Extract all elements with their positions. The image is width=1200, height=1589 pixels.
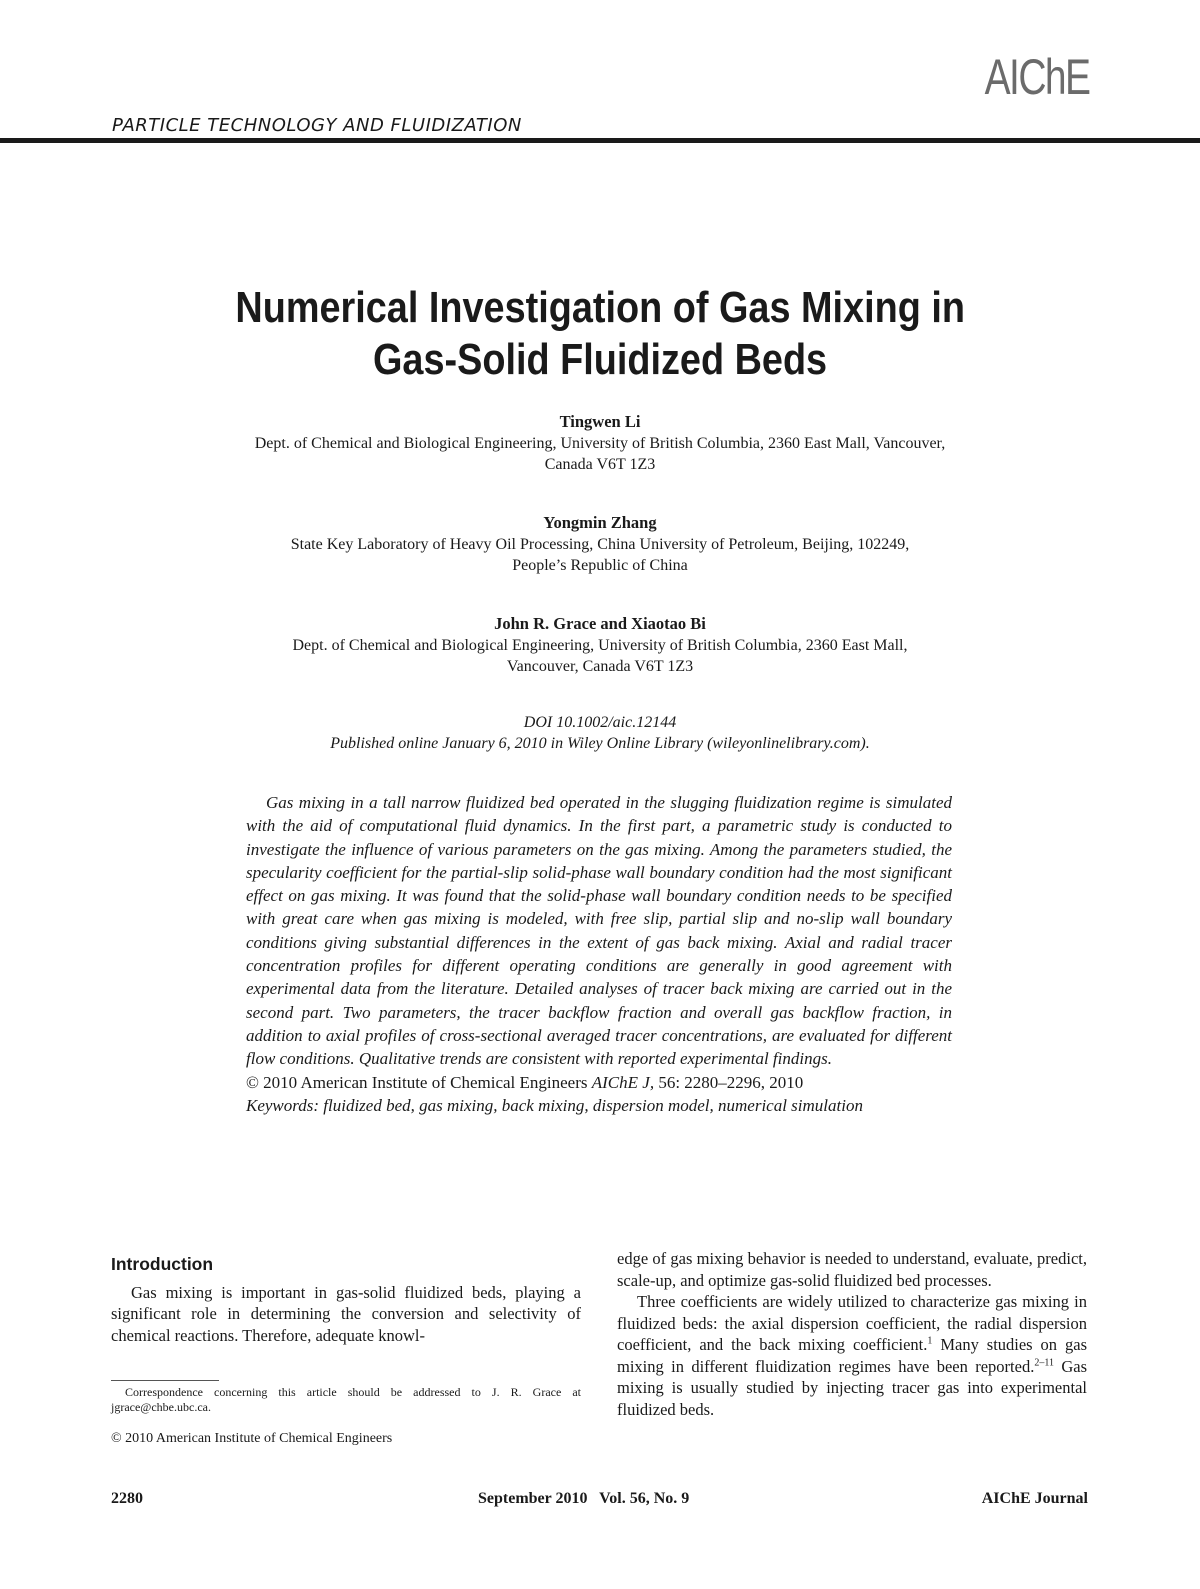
author-affiliation: State Key Laboratory of Heavy Oil Processing, China University of Petroleum, Beijing, 102249, — [290, 536, 910, 553]
intro-paragraph-continued: edge of gas mixing behavior is needed to understand, evaluate, predict, scale-up, and optimize gas-solid fluidized bed processes. — [617, 1249, 1087, 1290]
title-line-2: Gas-Solid Fluidized Beds — [372, 335, 828, 384]
article-title — [0, 282, 1200, 386]
journal-name: AIChE Journal — [981, 1490, 1088, 1507]
page-number: 2280 — [111, 1490, 143, 1507]
left-column — [111, 1254, 581, 1346]
intro-paragraph: Gas mixing is important in gas-solid fluidized beds, playing a significant role in determining the conversion and selectivity of chemical reactions. Therefore, adequate knowl- — [111, 1282, 581, 1345]
title-line-1: Numerical Investigation of Gas Mixing in — [235, 283, 965, 332]
author-affiliation: People’s Republic of China — [512, 557, 688, 574]
citation-superscript: 2–11 — [1034, 1357, 1054, 1368]
abstract — [246, 791, 952, 1117]
author-name: John R. Grace and Xiaotao Bi — [494, 614, 706, 633]
author-affiliation: Dept. of Chemical and Biological Engineering, University of British Columbia, 2360 East Mall, Vancouver, — [254, 435, 946, 452]
publication-info — [0, 712, 1200, 754]
author-name: Tingwen Li — [559, 412, 641, 431]
footnote-copyright: © 2010 American Institute of Chemical Engineers — [111, 1431, 393, 1446]
right-column — [617, 1248, 1087, 1420]
keywords: Keywords: fluidized bed, gas mixing, back mixing, dispersion model, numerical simulation — [246, 1095, 863, 1115]
citation-superscript: 1 — [927, 1335, 933, 1347]
abstract-text: Gas mixing in a tall narrow fluidized bed operated in the slugging fluidization regime is simulated with the aid of computational fluid dynamics. In the first part, a parametric study is conducted to investigate the influence of various parameters on the gas mixing. Among the parameters studied, the specularity coefficient for the partial-slip solid-phase wall boundary condition had the most significant effect on gas mixing. It was found that the solid-phase wall boundary condition needs to be specified with great care when gas mixing is modeled, with free slip, partial slip and no-slip wall boundary conditions giving substantial differences in the extent of gas back mixing. Axial and radial tracer concentration profiles for different operating conditions are generally in good agreement with experimental data from the literature. Detailed analyses of tracer back mixing are carried out in the second part. Two parameters, the tracer backflow fraction and overall gas backflow fraction, in addition to axial profiles of cross-sectional averaged tracer concentrations, are evaluated for different flow conditions. Qualitative trends are consistent with reported experimental findings. — [246, 793, 952, 1069]
author-affiliation: Dept. of Chemical and Biological Engineering, University of British Columbia, 2360 East Mall, — [292, 637, 908, 654]
author-affiliation: Canada V6T 1Z3 — [544, 456, 656, 473]
author-block-1 — [0, 411, 1200, 475]
author-block-3 — [0, 613, 1200, 677]
section-label: PARTICLE TECHNOLOGY AND FLUIDIZATION — [112, 115, 522, 136]
issue-info: September 2010 Vol. 56, No. 9 — [478, 1490, 690, 1507]
intro-paragraph-2: Three coefficients are widely utilized to characterize gas mixing in fluidized beds: the axial dispersion coefficient, the radial dispersion coefficient, and the back mixing coefficient.$^1$ Many studies on gas mixing in different fluidization regimes have been reported.$^{2-11}$ Gas mixing is usually studied by injecting tracer gas into experimental fluidized beds. — [617, 1292, 1088, 1419]
correspondence-footnote: Correspondence concerning this article should be addressed to J. R. Grace at jgrace@chbe.ubc.ca. — [111, 1385, 581, 1414]
footnote-rule — [111, 1380, 219, 1381]
doi: DOI 10.1002/aic.12144 — [523, 714, 677, 731]
abstract-copyright: © 2010 American Institute of Chemical Engineers AIChE J, 56: 2280–2296, 2010 — [246, 1072, 804, 1092]
introduction-heading: Introduction — [111, 1254, 214, 1274]
author-name: Yongmin Zhang — [543, 513, 657, 532]
aiche-logo: AIChE — [985, 49, 1090, 105]
published-online: Published online January 6, 2010 in Wiley Online Library (wileyonlinelibrary.com). — [330, 735, 870, 752]
header-rule — [0, 138, 1200, 143]
author-block-2 — [0, 512, 1200, 576]
author-affiliation: Vancouver, Canada V6T 1Z3 — [506, 658, 694, 675]
